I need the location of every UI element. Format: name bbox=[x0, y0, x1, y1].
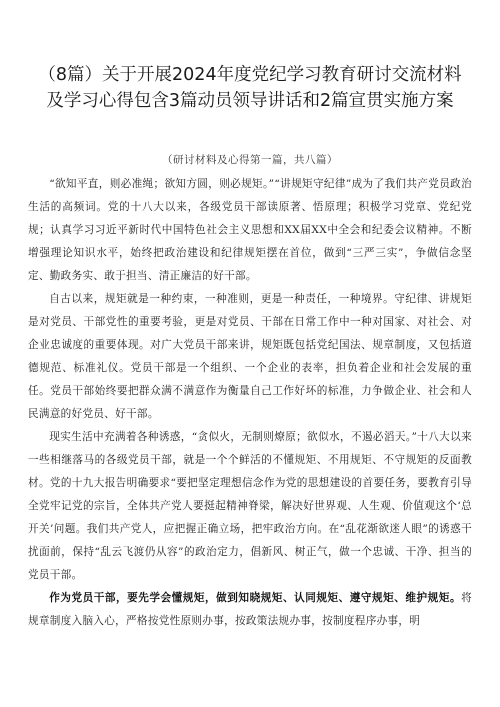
paragraph-3: 现实生活中充满着各种诱惑，“贪似火，无制则燎原；欲似水，不遏必滔天。”十八大以来一些相继落马的各级党员干部，就是一个个鲜活的不懂规矩、不用规矩、不守规矩的反面教材。党的十九大报告明确要求“要把坚定理想信念作为党的思想建设的首要任务，要教育引导全党牢记党的宗旨，全体共产党人要挺起精神脊梁，解决好世界观、人生观、价值观这个‘总开关’问题。我们共产党人，应把握正确立场，把牢政治方向。在“乱花渐欲迷人眼”的诱惑干扰面前，保持“乱云飞渡仍从容”的政治定力，倡新风、树正气，做一个忠诚、干净、担当的党员干部。 bbox=[28, 431, 472, 581]
document-subtitle: （研讨材料及心得第一篇，共八篇） bbox=[162, 154, 338, 166]
paragraph-2: 自古以来，规矩就是一种约束，一种准则，更是一种责任，一种境界。守纪律、讲规矩是对党员、干部党性的重要考验，更是对党员、干部在日常工作中一种对国家、对社会、对企业忠诚度的重要体现。对广大党员干部来讲，规矩既包括党纪国法、规章制度，又包括道德规范、标准礼仪。党员干部是一个组织、一个企业的表率，担负着企业和社会发展的重任。党员干部始终要把群众满不满意作为衡量自己工作好坏的标准，力争做企业、社会和人民满意的好党员、好干部。 bbox=[28, 293, 472, 420]
paragraph-4 bbox=[28, 587, 472, 633]
paragraph-4-rest: 将规章制度入脑入心，严格按党性原则办事，按政策法规办事，按制度程序办事，明 bbox=[28, 592, 472, 627]
document-title: （8篇）关于开展2024年度党纪学习教育研讨交流材料及学习心得包含3篇动员领导讲话和2篇宣贯实施方案 bbox=[38, 65, 462, 111]
paragraph-4-lead: 作为党员干部，要先学会懂规矩，做到知晓规矩、认同规矩、遵守规矩、维护规矩。 bbox=[49, 592, 462, 604]
paragraph-1: “欲知平直，则必准绳；欲知方圆，则必规矩。”“讲规矩守纪律”成为了我们共产党员政治生活的高频词。党的十八大以来，各级党员干部读原著、悟原理；积极学习党章、党纪党规；认真学习习近平新时代中国特色社会主义思想和XX届XX中全会和纪委会议精神。不断增强理论知识水平，始终把政治建设和纪律规矩摆在首位，做到“三严三实”，争做信念坚定、勤政务实、敢于担当、清正廉洁的好干部。 bbox=[28, 178, 472, 282]
